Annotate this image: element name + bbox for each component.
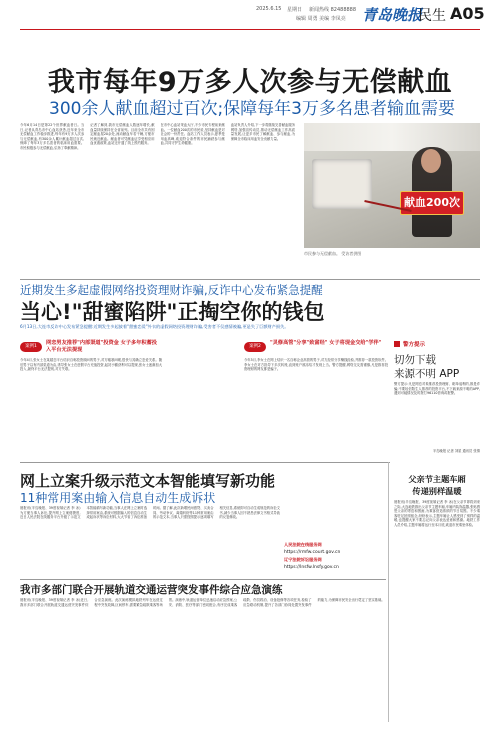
police-tip [394,340,480,458]
case1-title: 网恋男友推荐"内部渠道"投资金 女子多年积蓄投入平台无法提现 [46,340,157,353]
lead-col-2: 记者了解到,我市无偿献血人数逐年增长,献血量持续保持在全省前列。目前全市共有固定献血屋20余处,流动献血车若干辆,方便市民就近献血。献血者可凭献血证享受相应用血优惠政策,血站还开通了线上预约服务。 [90,123,155,146]
court-link-1[interactable]: https://rmfw.court.gov.cn [284,550,341,555]
section-divider-1 [20,279,480,280]
fraud-headline: 当心!"甜蜜陷阱"正掏空你的钱包 [20,300,325,324]
lead-photo [304,123,480,248]
transit-text: 晨报讯(半岛晚报、39度视频记者 李 冰)近日,我市多部门联合开展轨道交通运营突发事件综合应急演练。此次演练模拟地铁列车在运营过程中突发故障,区间停车,需要紧急疏散乘客等场景。演练中,轨道运营单位迅速启动应急预案,公安、消防、医疗等部门密切配合,有序完成乘客疏散、伤员救治、设备抢修等各项任务,检验了应急联动机制,提升了各部门协同处置突发事件的能力,为保障市民安全出行奠定了坚实基础。 [20,598,385,607]
lead-col-1: 今年6月14日是第22个世界献血者日。当日,记者从青岛市中心血站获悉,近年来全市无偿献血工作稳步推进,每年有9万多人次参与无偿献血,有300余人累计献血超过百次,保障了每年3万多名患者的临床用血需要。市民积极参与无偿献血,弘扬了奉献精神。 [20,123,85,150]
masthead [0,0,500,40]
tip-title: 警方提示 [403,342,426,348]
case1-text: 今年4月,张女士在某婚恋平台结识自称投资顾问的男子,对方嘘寒问暖,很快与其确立恋爱关系。随后男子以有内部渠道为由,诱导张女士在虚假平台充值投资,起初小额获利可以提现,张女士逐渐加大投入,最终平台无法提现,对方失联。 [20,358,162,372]
page-number: A05 [450,4,485,23]
court-links [284,506,386,576]
father-headline-2: 传递别样温暖 [412,486,462,496]
issue-weekday: 星期日 [287,7,303,13]
case2-block [244,340,388,460]
court-subheadline: 11种常用案由输入信息自动生成诉状 [20,491,216,505]
section-name: 民生 [418,8,446,24]
issue-date: 2025.6.15 [256,6,282,12]
paper-logo: 青岛晚报 [362,6,423,24]
right-column-divider [388,462,389,722]
tip-line-1: 切勿下载 [394,354,436,366]
news-hotline: 新闻热线 82488888 [309,7,357,13]
photo-equipment [312,159,372,209]
fraud-kicker: 近期发生多起虚假网络投资理财诈骗,反诈中心发布紧急提醒 [20,283,323,297]
tip-byline: 半岛晚报 记者 刘星 通讯员 张倩 [432,449,480,453]
father-text: 晨报讯(半岛晚报、39度视频记者 李 冰)在父亲节即将到来之际,大连地铁推出父亲节主题车厢,车厢内装饰温馨,张贴感恩父亲的寄语和图画,为乘客营造浓浓的节日氛围。不少乘客驻足拍照留念,纷纷表示,主题车厢让人感受到了别样的温暖,也提醒大家不要忘记向父亲表达爱意和感谢。地铁工作人员介绍,主题车厢将运行至本月底,欢迎市民乘坐体验。 [394,500,480,527]
tip-line-2: 来源不明 APP [394,368,460,380]
editors-line: 编辑 周勇 美编 李凤亮 [296,16,346,22]
case2-title: "灵修高管"分享"致富经" 女子将现金交给"学伴" [270,340,382,346]
transit-headline: 我市多部门联合开展轨道交通运营突发事件综合应急演练 [20,584,283,596]
court-link-title-2: 辽宁法院诉讼服务网 [284,557,322,562]
photo-face [421,149,441,173]
photo-caption: 市民参与无偿献血。 受访者供图 [304,251,362,256]
tip-text: 警方提示:凡是网恋对象推荐投资理财、刷单返利的,都是诈骗;不要轻信陌生人推荐的投资平台,不下载来源不明的APP,遇到可疑情况及时拨打96110咨询或报警。 [394,382,480,396]
court-body [20,506,280,576]
masthead-rule [20,29,480,30]
court-text: 晨报讯(半岛晚报、39度视频记者 李 冰)为方便当事人诉讼,提升网上立案便捷度,近日人民法院在线服务平台升级了示范文本智能填写新功能,当事人在网上立案时选择常用案由,系统可根据输入的信息自动生成起诉状等诉讼材料,大大节省了诉讼准备时间。据了解,此次新增民间借贷、买卖合同、劳动争议、离婚纠纷等11种常用案由的示范文本,当事人只需按照提示逐项填写相关信息,系统即可自动生成规范的诉讼文书,减少当事人因不熟悉法律文书格式导致的反复修改。 [20,506,280,520]
case1-badge: 案例1 [20,342,42,352]
case2-badge: 案例2 [244,342,266,352]
lead-subheadline: 300余人献血超过百次;保障每年3万多名患者输血需要 [49,99,455,119]
case1-text-cont [166,358,236,458]
tip-header [394,340,480,349]
father-headline-1: 父亲节主题车厢 [408,474,466,484]
fraud-intro: 6月13日,大连市反诈中心发布紧急提醒:近期发生多起披着"甜蜜恋爱"外衣的虚假网络投资理财诈骗,受害者不仅感情被骗,更是失了巨额财产损失。 [20,324,289,329]
donation-sign-text: 献血200次 [404,196,460,209]
court-link-title-1: 人民法院在线服务网 [284,542,322,547]
lead-headline: 我市每年9万多人次参与无偿献血 [47,67,453,98]
photo-banner [304,123,480,151]
lead-col-3: 在市中心血站采血大厅,不少市民专程前来献血。一位献血200次的市民说,坚持献血是对社会的一份责任。血站工作人员表示,夏季是用血高峰,欢迎符合条件的市民踊跃参与献血,共同守护生命健康。 [160,123,225,146]
section-divider-2 [20,462,390,463]
transit-body [20,598,386,723]
case1-block [20,340,162,460]
case2-text: 今年5月,李女士在网上结识一名自称企业高管的男子,对方经常分享赚钱经验,并推荐一款投资软件。李女士在对方指导下多次转账,直到账户被冻结才发现上当。警方提醒,网络交友需谨慎,凡是推荐投资理财的网友都是骗子。 [244,358,388,372]
lead-body [20,123,295,273]
court-headline: 网上立案升级示范文本智能填写新功能 [20,472,276,490]
tip-square-icon [394,341,400,347]
lead-col-4: 血站负责人介绍,下一步将继续完善献血服务网络,加强宣传动员,推动无偿献血工作高质量发展,让更多市民了解献血、参与献血,为保障全市临床用血安全贡献力量。 [230,123,295,141]
section-divider-3 [20,579,386,580]
court-link-2[interactable]: https://lnsfw.lnsfy.gov.cn [284,565,339,570]
